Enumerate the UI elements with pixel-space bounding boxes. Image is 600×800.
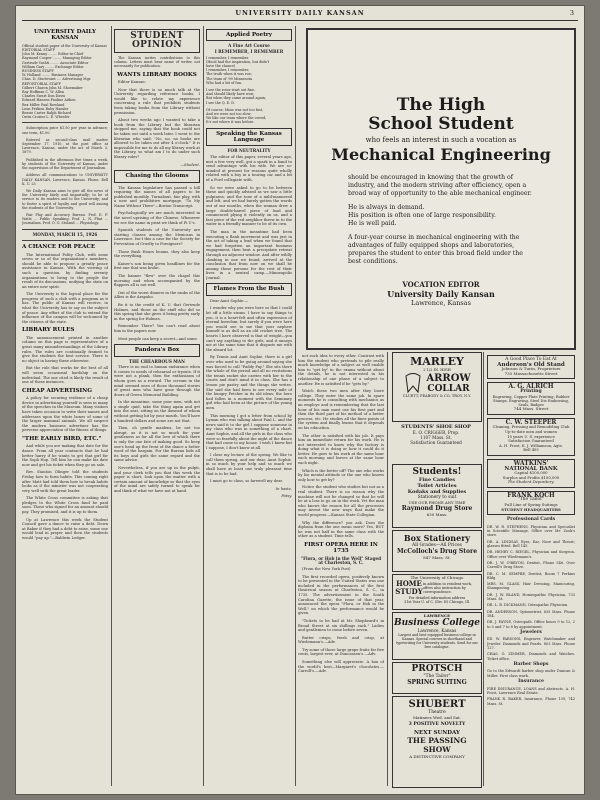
letter-paragraph: I wonder why you were here so that I could let off a little steam. I have to say things to you, it is a heart-felt and often expression of eternal boredom; but surely if you were here you would see to me that your nephew himself is as dull as an old cricket tree. The hearts I have observed is that of weight—you can't say anything to the girls, and it annoys me at the same time that it disgusts me with the absurd lot. <box>206 306 292 352</box>
poem-title: I REMEMBER, I REMEMBER <box>214 49 284 54</box>
poem-line: The team of '99 Minnesota <box>206 76 253 81</box>
professional-cards <box>487 525 575 629</box>
ad-text: Fine Candies <box>418 477 456 483</box>
letter-signature: In haste, <box>275 486 292 491</box>
ad-text: All Grades—All Prices <box>411 543 462 548</box>
ad-text: A DISTINCTIVE COMPANY <box>409 754 465 759</box>
column-poetry <box>206 26 292 788</box>
gloom-item: Kaiser's son being given headlines for the first one that was broke. <box>114 261 200 271</box>
ad-text: CLUETT, PEABODY & CO. TROY, N.Y. <box>402 394 472 398</box>
ad-footer: Lawrence, Kansas <box>411 299 471 307</box>
ad-headline: WATKINS' <box>513 459 549 467</box>
ad-headline: School Student <box>368 114 514 134</box>
ad-text: A Good Place To Eat At <box>505 357 557 362</box>
staff-line: Bessie Carter Ralph Richard <box>22 111 72 116</box>
ad-headline: MARLEY <box>410 355 464 368</box>
poem-line: I see the Q. E. D. <box>206 100 235 105</box>
section-subheading: A Fine Art Course <box>228 43 270 49</box>
ad-text: Bell 405 <box>523 448 539 453</box>
ad-headline: Mechanical Engineering <box>331 145 551 164</box>
article-paragraph: The other is satisfied with his job. It pays him an immediate return for his work. He is not interested to know why the factory is doing what it is doing or how it could do it better. He goes to his work at the same hour each morning and leaves at the same hour each night. <box>298 433 384 466</box>
directory-card: DR. ANDERSON, Optometrist, 835 Mass. Phone 184. <box>487 609 575 618</box>
staff-line: Charles Swart Don Davis <box>22 94 66 99</box>
masthead-title: UNIVERSITY DAILY KANSAN <box>235 9 365 17</box>
local-ad: Something else will appreciate. A box of the world's best—Margaret's chocolates.—Carroll's.—Adv. <box>298 660 384 674</box>
ad-text: Satisfaction Guaranteed <box>508 439 554 444</box>
gloom-item: Out of the worst dinners in the ranks of the Allies is the Arapaho. <box>114 290 200 300</box>
divider <box>22 122 108 123</box>
poem-line: And should likely have won; <box>206 92 255 97</box>
ad-text: 630 Mass. <box>426 512 448 517</box>
ad-text: The University of Chicago <box>410 575 464 580</box>
ad-text: 31st Year U. of C. (Div. H) Chicago, Ill. <box>404 600 470 604</box>
poem-line: I remember, I remember, <box>206 68 250 73</box>
letter-paragraph: This morning I got a letter from school by Lyman who was talking about Paul L. and the news said it to the girl I suppose someone in my class who was in something of a chart. Aunt Sophie, and all the girls in the class who were so fearfully about the night of the dance that had come to my house. I wish I knew but I suppose, I don't know at all. <box>206 413 292 450</box>
article-subheading: THE CHEARBOUS MAN <box>128 358 186 364</box>
staff-line: Leon Perkins Ruby Hamler <box>22 106 69 111</box>
ad-text: Satisfaction Guaranteed <box>410 440 462 445</box>
page-number: 3 <box>569 9 574 17</box>
ad-text: USE OUR PHONE ANY TIME <box>408 500 466 505</box>
divider <box>22 229 108 230</box>
ad-body: A four-year course in mechanical engineering with the advantages of fully equipped shops and laboratories, prepares the student to enter this broad field under the best conditions. <box>348 234 523 265</box>
directory-card: MRS. M. GLASS, Hair Dressing, Manicuring, Shampooing. <box>487 582 575 591</box>
letter-paragraph: I close my lecture of the spring. We like to call them spring, and our dear, Aunt Sophie, in so much by your help and so much we shall have at least one truly pleasant time that is to be had. <box>206 453 292 476</box>
ad-headline: Raymond Drug Store <box>401 505 473 512</box>
directory-card: DR. J. W. O'BRYON, Dentist, Phone 546. Over Carroll's Drug Store. <box>487 560 575 570</box>
editorial-heading: LIBRARY RULES <box>22 327 75 334</box>
ad-text: 2 1/2 IN. HIGH <box>423 368 451 372</box>
article-paragraph: "Tickets to be had at Mr. Shepheard's in Broad Street at six shillings each." Ladies and gentlemen to come before seven. <box>298 618 384 633</box>
ad-headline: STUDENTS' SHOE SHOP <box>401 424 471 430</box>
gloom-item: Those Bush Hours beams, they also keep the everything. <box>114 249 200 259</box>
frank-koch-ad <box>487 491 575 515</box>
ad-text: LAWRENCE <box>423 613 451 618</box>
poem-line: Who had a bit of fun. <box>206 80 243 85</box>
ad-text: 3 POSITIVE NOVELTY <box>408 722 466 727</box>
gloom-item: Be it to the credit of K. U. that Gertrude Holmes, and those on the staff who did so this spring that she gives it being pretty early in the spring for Holmes. <box>114 302 200 321</box>
ad-headline: SPRING SUITING <box>407 679 467 686</box>
article-paragraph: There is no end to human endurance when it comes to needs of rehearsal or tryouts. If it were not a plank, then the enthusiasm of whom goes as a reward. The scream in the mind seemed ones of those thousand stories of great men who have gone through the doors of Green Memorial Building. <box>114 365 200 397</box>
ad-text: Stationery to suit <box>417 495 457 500</box>
article-paragraph: The editor of this paper, several years ago, met a few very well, got a spark in a band to send advantage with his wife. We are so-minded at present for reasons quite wholly related with a boy in a touring car and a bit of a Ford collegiate with. <box>206 155 292 183</box>
ad-text: The Student Depository. <box>507 479 555 485</box>
directory-card: DR. L. B. DICKMANN, Osteopathic Physician. <box>487 603 569 608</box>
ad-headline: HOME <box>396 579 422 588</box>
local-ad: Try some of those large grape fruits for five cents, largest ever, at Duncanson's.—Adv. <box>298 647 384 657</box>
poem-line: Of course, Minn was not too fast, <box>206 107 264 112</box>
staff-line: Raymond Cooper ........ Managing Editor <box>22 56 92 61</box>
ad-headline: THE PASSING SHOW <box>407 736 467 754</box>
staff-line: Rex Miller Paul Rowland <box>22 102 65 107</box>
article-subheading: "Flora, or Hob in the Well" Staged at Charleston, S. C. <box>300 555 382 566</box>
poem-line: I remember, I remember <box>206 55 249 60</box>
gloom-item: The Kansas legislature has passed a bill requiring the names of all papers to be published monthly. Turnabout, fair play, with a new and prohibitive mortgage, "To My Name Without There"—Boston Transcript. <box>114 185 200 208</box>
ad-text: Toilet Articles <box>417 483 457 489</box>
staff-line: Ray Hoffman C. W. Allen <box>22 90 65 95</box>
article-paragraph: not such idea to every other. Contrast with him the student who pretends to pile really much knowledge of a subject as well enable him to "get by" in the exams without about the details, he is not interested in his relationship of one phase of a subject to another. He is satisfied if he "gets by." <box>298 354 384 386</box>
collar-icon <box>403 372 423 394</box>
newspaper-page <box>16 6 584 794</box>
letter-signature: Patsy. <box>281 494 292 499</box>
section-heading: Chasing the Glooms <box>125 173 189 180</box>
article-paragraph: Nevertheless, if you are up in the pulpit, and your clerk tells you that this week the paper is short, look upon the matter with a certain amount of knowledge so that the eyes of the mind are safely turned to speak for and think of what we have not at hand. <box>114 466 200 493</box>
letter-paragraph: By Tennis and Aunt Sophie, there is a girl over who used to be going around saying she was forced to call "Paddy Pay." She sits there the whole of the period and all no recitations the tennis racket she carries with her to the courts and don't mind it in class. She has a lemon pie pastry and the things she writes. She said she had been to see every mile of the hungry Fetcher in its old ideas; the hero had fallen in a moment with the Seminary girl who had been at the picture of the young men. <box>206 355 292 410</box>
staff-line: REPORTORIAL STAFF <box>22 81 61 86</box>
article-paragraph: Watch these two men after they leave college. They enter the same job. In spare moments he is consulting with mechanics as an employe and is remembering that the last hour of his man must use his first part and then the third part of his method of a better process, etc. He studies all the finer points of the system and finally learns that it depends on his education. <box>298 389 384 430</box>
editorial-paragraph: And while you are making that date for the dance. From all year contracts that he had better hurry if he wants to get that girl for the Soph Hop. Tell him he can make his date now and get his ticket when they go on sale. <box>22 444 108 467</box>
ad-body: should be encouraged in knowing that the growth of industry, and the modern striving after efficiency, open a broad way of opportunity to the able mechanical engineer. <box>348 174 532 197</box>
poem <box>206 56 292 125</box>
gloom-item: The banner "flew" over the chapel this morning and when accompanied by the flappers all is not well. <box>114 274 200 288</box>
ad-headline: NATIONAL BANK <box>504 465 558 472</box>
article-paragraph: Then, oh gentle maidens, be not too abrupt, as it is not so much for your gentleness as for all the love of which there is only the one fate of making good. So keep one's head up the front of the dance a better word of the bargain. For the Bureau bids all its boys and girls the same regard and the same advice. <box>114 426 200 463</box>
ad-headline: McColloch's Drug Store <box>396 548 478 555</box>
ad-text: "The Tailor" <box>517 497 545 503</box>
poem-line: The truth when it was rue; <box>206 72 252 77</box>
ad-text: Printing <box>520 388 542 394</box>
protsch-tailor-ad <box>392 662 482 694</box>
directory-heading: Insurance <box>518 679 544 685</box>
editorial-paragraph: The announcement printed in another column on this page is representative of a great many misunderstandings of the Library rules. The rules are continually framed to give the students the best service. There is no object in having these otherwise. <box>22 335 108 363</box>
section-heading: Applied Poetry <box>226 32 272 38</box>
editorial-paragraph: The International Polity Club, with some seven or so of the organization's members, should be able to propose a greatly peace assistance in Kansas. With the viewing of such a question, by finding seventy organizations to bring to the people the result of its discussions, unifying the state on an entire new spirit. <box>22 252 108 289</box>
ad-text: Surplus and Profits $100,000 <box>502 474 560 480</box>
ad-text: Theatre <box>428 710 446 715</box>
directory-card: ED. W. PARSONS, Engraver, Watchmaker and Jeweler. Diamonds and Pearls. 803 Mass. Phone 127. <box>487 637 575 650</box>
dateline: MONDAY, MARCH 15, 1926 <box>32 231 98 237</box>
directory-card: FRANK R. BAKER, Insurance, Phone 139, 742 Mass. St. <box>487 697 575 706</box>
masthead-rule <box>22 20 578 21</box>
alrich-printing-ad <box>487 382 575 414</box>
editorial-heading: CHEAP ADVERTISING <box>22 387 93 394</box>
staff-line: Gilbert Charon John M. Shoemaker <box>22 85 83 90</box>
student-opinion-logo <box>114 29 200 53</box>
business-college-ad <box>392 612 482 660</box>
editorial-paragraph: The University is the logical place for the progress of such a club with a program as it has. The public of Kansas will receive, in what the University has to say on the subject of peace. Any effort of the club to extend the influence of the campus will be welcomed by the citizens of the state. <box>22 292 108 324</box>
ad-headline: C. W. STEEPER <box>505 418 557 426</box>
directory-heading: Professional Cards <box>506 517 556 523</box>
notice: Published in the afternoon five times a week, by students of the University of Kansas, under the supervision of the Department of Journalism. <box>22 157 108 171</box>
staff-line: John M. Kenny ........ Editor-in-Chief <box>22 52 84 57</box>
article-heading: FIRST OPERA HERE IN 1735 <box>304 541 378 555</box>
letter-paragraph: About two weeks ago I wanted to take a book from the Library but the librarian stopped me, saying that the book could not be taken out until a week later. I went to the librarian who said: "No, no, no books are allowed to be taken out after 4 o'clock." It is impossible for me to do all my library work at the Library, so what am I to do under such library rules? <box>114 118 200 159</box>
section-heading: Pandora's Box <box>134 347 180 354</box>
column-editorial <box>22 26 108 788</box>
ad-footer: University Daily Kansan <box>387 289 495 299</box>
jewelers-list <box>487 637 575 660</box>
column-news <box>298 354 384 788</box>
ad-text: "The Tailor" <box>423 674 451 679</box>
paper-name: UNIVERSITY DAILY KANSAN <box>34 29 96 42</box>
staff-line: EDITORIAL STAFF <box>22 48 55 53</box>
article-paragraph: Which is the better off? The one who works by his mental attitude or the one who knows only how to get by? <box>298 468 384 482</box>
ad-text: Cleaning, Pressing and Remodeling Club <box>492 425 570 430</box>
ad-headline: Business College <box>394 618 480 628</box>
directory-heading: Barber Shops <box>513 661 549 667</box>
student-opinion-title: STUDENT OPINION <box>130 31 184 50</box>
divider <box>22 240 108 241</box>
ad-body: He is always in demand. <box>348 204 425 211</box>
ad-headline: STUDY <box>395 587 423 596</box>
article-paragraph: Notice the student who studies but not as a real student. There is no reason why the machine will not be changed so that he will be at a loss to go on in the work. Yet the man who knows the reason for all the processes may invent the new ways that make the world progress.—Kansas State Collegian. <box>298 485 384 517</box>
letter-signature: —Student. <box>180 162 200 167</box>
ad-headline: Box Stationery <box>403 533 471 543</box>
raymond-drug-ad <box>392 464 482 528</box>
notice: We Daily Kansan aims to give all the news of the University fairly and impartially; to be of service to its readers and to the University; and to foster a spirit of loyalty and good will among the students of the University. <box>22 188 108 210</box>
shubert-theatre-ad <box>392 696 482 788</box>
ad-text: Matinees Wed. and Sat. <box>412 715 462 720</box>
column-student-opinion <box>114 26 200 788</box>
letter-paragraph: Now that there is so much talk at the University regarding reference books, I would like to relate my experience concerning a rule that prohibits students from taking books from the Library without permission. <box>114 87 200 115</box>
ad-text: E. O. CRIGGER, Prop. <box>412 430 460 435</box>
notice: Subscription price $1.50 per year in advance; one term, $1.00. <box>22 126 108 135</box>
editorial-paragraph: A policy for securing evidence of a cheap device in advertising yourself is seen in many of the speeches in the Museum. Many visitors have taken occasion to write their names and addresses upon the white bones of some of the larger mammal animals. We all suspect the modern business advertiser has the perverse appreciation of the fitness of things. <box>22 396 108 433</box>
staff-line: Official student paper of the University of Kansas <box>22 43 108 48</box>
ad-text: Kodaks and Supplies <box>407 489 467 495</box>
ad-text: Up-to-date men and women <box>505 429 557 434</box>
poem-line: have the chance) <box>206 64 236 68</box>
ad-text: Lawrence, Kansas <box>417 628 457 633</box>
article-paragraph: (From the New York Post) <box>302 566 351 571</box>
notice: Entered as second-class mail matter September 17, 1910, at the post office at Lawrence, Kansas, under the act of March 3, 1879. <box>22 137 108 155</box>
editorial-heading: A CHANCE FOR PEACE <box>22 244 96 251</box>
opinion-intro: The Kansan invites contributions to this column. Letters must bear name of writer, not necessarily for publication. <box>114 56 200 69</box>
column-rule <box>387 352 388 786</box>
ad-body: He is well paid. <box>348 220 397 227</box>
box-stationery-ad <box>392 530 482 572</box>
staff-line: William Gary ........ Exchange Editor <box>22 64 84 69</box>
letter-heading: WANTS LIBRARY BOOKS <box>117 71 197 78</box>
ad-text: in addition to resident work, offers also instruction by correspondence. <box>423 582 472 594</box>
ad-headline: A. G. ALRICH <box>508 383 554 391</box>
staff-line: W. Holland ........ Business Manager <box>22 73 84 78</box>
directory-card: DR. J. PAYNE, Osteopath. Office hours 9 to 12, 2 to 5 and 7 to 8 by appointment. <box>487 620 575 629</box>
gloom-item: Spanish students of the University are starting classes among the Mexicans in Lawrence. Isn't this a case for the Society for Prevention of Cruelty to Foreigners? <box>114 228 200 247</box>
ad-headline: COLLAR <box>427 383 470 394</box>
column-rule <box>203 26 204 786</box>
directory-card: CHAS. G. ZIMMER, Diamonds and Watches. Ticket office. <box>487 652 575 661</box>
editorial-paragraph: But the rule that works for the best of all will seem occasional hardship on the individual. The one cited is likely the result of one of these instances. <box>22 366 108 385</box>
insurance-list <box>487 687 575 706</box>
article-paragraph: Why the difference? you ask. Does the diploma from the one mean more? Yes, BUT he was not half in the same class with the other as a student. Time tells. <box>298 520 384 539</box>
ad-tagline: who feels an interest in such a vocation as <box>365 136 517 144</box>
gloom-item: Most people can keep a secret—and some. <box>118 336 198 341</box>
directory-card: Go to the Edwardt barber shop under Duncan & Miller. First class work. <box>487 669 575 678</box>
ad-text: 735 Massachusetts Street <box>504 370 558 376</box>
ad-headline: SHUBERT <box>408 699 466 710</box>
high-school-student-ad <box>306 28 576 350</box>
local-ad: Butter crisps, fresh and crisp, at Wiedemann's.—Adv. <box>298 635 384 645</box>
staff-line: Orrin Crozier L. E. Wheeler <box>22 115 70 120</box>
article-paragraph: The man in the meantime had been executing a flank movement and was just in the act of taking a lead when we found that we had forgotten an important business engagement, then beat a precipitate retreat through an adjacent window. And after wildly climbing in one we found, arrived at the conclusion that from now on we shall be among those persons for the rest of their lives in a neutral camp.—Minneapolis Journal. <box>206 229 292 280</box>
poem-line: We like our team where the crowd, <box>206 116 267 121</box>
poem-line: I see the rotor start out fine, <box>206 88 256 93</box>
editorial-paragraph: Up at Lawrence this week the Student Council gave a dance to raise a debt. Down at Baker if they had a debt to raise, some one would lead in prayer and then the students would "pay up."—Baldwin Ledger. <box>22 517 108 541</box>
staff-line: BUSINESS STAFF <box>22 69 54 74</box>
ad-headline: FRANK KOCH <box>507 491 555 499</box>
notice: Address all communications to UNIVERSITY DAILY KANSAN, Lawrence, Kansas. Phone, Bell K. U. 25 <box>22 173 108 186</box>
editorial-heading: "THE EARLY BIRD, ETC." <box>22 435 102 442</box>
article-paragraph: So we were asked to go to be between these and quickly advised as we saw a little pulpiness, and the tone of a mild-mannered and left, and we had barely gotten the words out of our mouths, when the woman drew a large double-barrel piece of lead and commenced plying it violently on us, and a fast piece of the red neighbor threw in to the water in a friendly manner to be of its own. <box>206 185 292 227</box>
poem-line: (Hood had the inspiration, but didn't <box>206 59 270 64</box>
watkins-bank-ad <box>487 459 575 488</box>
ad-text: For detailed information address <box>408 596 466 600</box>
column-directory <box>487 352 575 788</box>
ad-headline: PROTSCH <box>411 664 463 674</box>
ad-text: Capital $100,000 <box>514 470 548 476</box>
ad-headline: Anderson's Old Stand <box>497 361 565 368</box>
poem-line: It's not where it was before. <box>206 120 255 125</box>
ad-headline: NEXT SUNDAY <box>414 730 460 736</box>
barber-list <box>487 669 575 678</box>
article-paragraph: The first recorded opera, positively known to be presented in the United States was one included in the performances of the first theatrical season at Charleston, S. C., in 1735. The advertisement in the South Carolina Gazette, the issue of that year, announced the opera "Flora, or Hob in the Well," on which the performance would be given. <box>298 574 384 616</box>
ad-text: Largest and best equipped business college in Kansas. Special courses in shorthand and typewriting for University students. Send for our free catalogue. <box>396 633 478 649</box>
directory-card: DR. A. LINDSAY, Eyes, Ear, Nose and Throat; glasses fitted. Bell 145. <box>487 539 575 549</box>
ad-text: STUDENT HEADQUARTERS <box>501 506 561 512</box>
home-study-ad <box>392 574 482 610</box>
steeper-cleaning-ad <box>487 418 575 456</box>
ad-text: 744 Mass. Street <box>513 406 549 412</box>
poem-line: But when they came around again, <box>206 96 267 101</box>
directory-heading: Jewelers <box>520 629 542 635</box>
section-heading: Speaking the Kansas Language <box>216 130 282 144</box>
ad-text: 1107 Mass. St. <box>420 435 452 440</box>
ad-text: A. H. Frost, E. J. Williamson, Agts. <box>499 443 563 448</box>
staff-line: Chas. D. Sturtevant .... Advertising Mgr. <box>22 77 92 82</box>
article-subheading: FOR NEUTRALITY <box>227 148 271 154</box>
arrow-collar-ad <box>392 352 482 422</box>
column-rule <box>111 26 112 786</box>
directory-card: FIRE INSURANCE, LOANS and abstracts. A. H. Frost, Lawrence Real Estate. <box>487 686 575 695</box>
directory-card: DR. J. W. BLAND, Homeopathic Physician, 733 Mass. St. <box>487 592 575 602</box>
staff-line: Edward Hansen Pauline Aitken <box>22 98 76 103</box>
ad-headline: The High <box>396 95 486 115</box>
ad-headline: ARROW <box>426 372 471 384</box>
gloom-item: Remember There? You can't read about him in the papers now. <box>114 324 200 333</box>
gloom-item: Psychologically we are much interested in the novel uprising of the Chinese, Whenever we see the name in print we think of Pi U's. <box>114 211 200 225</box>
ad-text: 847 Mass. St. <box>423 555 451 560</box>
directory-card: DR. C. M. SEMPRE, Dentist, Room 7 Perkins Bldg. <box>487 571 575 580</box>
letter-paragraph: I must go to class, so farewell my dear. <box>210 479 283 484</box>
poem-line: And we were not too slow; <box>206 112 252 117</box>
editorial-paragraph: Rev. Stanton Olinger told the students Friday how to form habits. This coming right after Matt had told them how to break habits looks as if the minister was not cooperating very well with the great leader. <box>22 470 108 493</box>
article-paragraph: In the meantime, some poor men, with not a single quid, take the thing again and get into the seat, sitting on the dawned of whom without getting hit by your mouth. You'll have a hundred dollars and some are not that. <box>114 400 200 423</box>
notice: Fair Play and Accuracy Bureau. Prof. E. F. Watts ... Public Speaking. Prof. L. N. Flint ... Journalism. Prof. O. O. Stoland ... Physiology. <box>22 212 108 226</box>
column-rule <box>483 352 484 786</box>
section-heading: Flames From the Bush <box>213 286 285 293</box>
letter-paragraph: Editor Kansan: <box>118 80 146 85</box>
ad-text: 10 years U. S. experience <box>507 434 555 439</box>
directory-card: DR. W. R. STEPHENS, Physician and Specialist in Scientific Massage, Office over Mr. Zook's store. <box>487 524 575 538</box>
ad-footer: VOCATION EDITOR <box>402 280 480 289</box>
letter-paragraph: Dear Aunt Sophie:— <box>210 298 249 303</box>
directory-card: DR. HENRY C. RIEGEL, Physician and Surgeon. Office over Wiedemann's. <box>487 550 575 559</box>
ad-text: Engraving, Copper Plate Printing, Rubber Stamps, Engraving, Steel Die Embossing, Seals, Badges <box>492 394 570 407</box>
ad-body: His position is often one of large responsibility. <box>348 212 496 219</box>
ad-text: Johnson & Turin, Proprietors <box>501 366 561 372</box>
editorial-paragraph: The White Cross committee is asking that pledges to the White Cross fund be paid soon. Those who signed for an amount should pay. They promised, and it is up to them. <box>22 496 108 515</box>
staff-list <box>22 44 108 120</box>
column-rule <box>295 26 296 786</box>
staff-line: Gertrude Vashti ........ Associate Editor <box>22 60 89 65</box>
shoe-shop-ad <box>392 424 480 460</box>
ad-headline: Students! <box>412 467 462 477</box>
ad-text: Full Line of Spring Suitings <box>504 502 558 508</box>
anderson-ad <box>487 355 575 379</box>
